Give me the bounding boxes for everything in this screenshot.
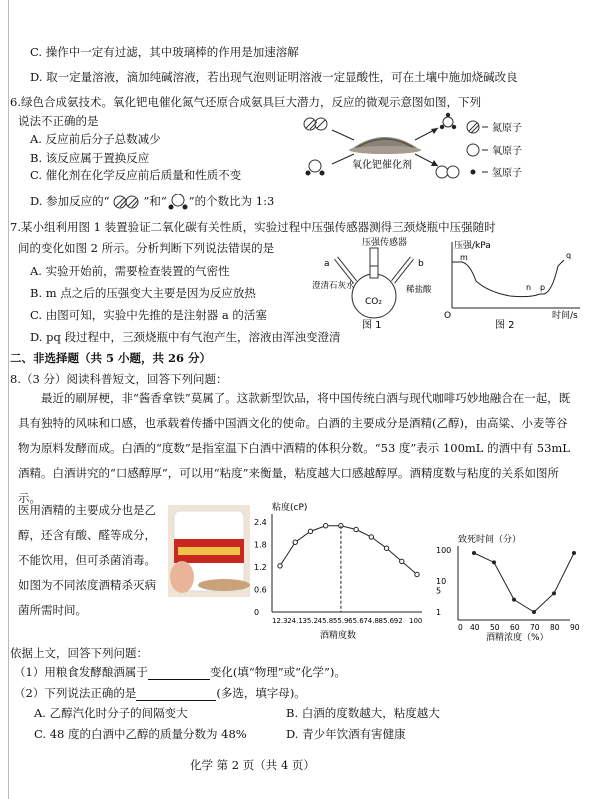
binding-margin-line <box>8 0 9 799</box>
viscosity-point <box>278 564 282 568</box>
viscosity-x-tick: 12.3 <box>272 617 288 625</box>
o2-product-icon <box>436 166 459 178</box>
q7-stem-line1: 7.某小组利用图 1 装置验证二氧化碳有关性质，实验过程中压强传感器测得三颈烧瓶中压强随时 <box>10 220 496 234</box>
q8-side-text: 医用酒精的主要成分也是乙醇，还含有酸、醛等成分，不能饮用，但可杀菌消毒。如图为不同浓度酒精杀灭病菌所需时间。 <box>18 503 156 617</box>
y-axis-label: 压强/kPa <box>454 241 491 251</box>
sauce-latte-photo <box>168 505 250 597</box>
q6-option-b: B. 该反应属于置换反应 <box>30 151 150 165</box>
viscosity-y-tick: 2.4 <box>254 518 267 527</box>
q7-figure1-apparatus <box>310 236 438 331</box>
figure1-caption: 图 1 <box>362 320 382 331</box>
svg-text:氧原子: 氧原子 <box>492 146 522 157</box>
acid-label: 稀盐酸 <box>406 285 432 295</box>
sensor-label: 压强传感器 <box>362 238 408 248</box>
q7-option-d: D. pq 段过程中，三颈烧瓶中有气泡产生，溶液由浑浊变澄清 <box>30 330 341 344</box>
kill-x-label: 酒精浓度（%） <box>486 633 549 642</box>
kill-y-tick: 1 <box>436 608 442 617</box>
nh3-product-icon <box>440 113 456 129</box>
viscosity-point <box>354 527 358 531</box>
co2-label: CO₂ <box>365 297 382 307</box>
x-axis-label: 时间/s <box>552 311 578 321</box>
viscosity-y-label: 粘度(cP) <box>272 503 308 513</box>
viscosity-y-tick: 1.2 <box>254 563 267 572</box>
point-n-label: n <box>526 283 532 292</box>
legend-nitrogen <box>467 121 522 134</box>
viscosity-x-tick: 100 <box>409 617 423 625</box>
viscosity-point <box>415 572 419 576</box>
q8-sub1: （1）用粮食发酵酿酒属于 变化(填“物理”或“化学”)。 <box>14 665 346 679</box>
q6-option-c: C. 催化剂在化学反应前后质量和性质不变 <box>30 168 242 182</box>
kill-point <box>572 551 576 555</box>
legend-oxygen <box>467 144 522 157</box>
q6-option-a: A. 反应前后分子总数减少 <box>30 132 161 146</box>
q8-question-lead: 依据上文，回答下列问题： <box>10 646 148 660</box>
kill-series-line <box>474 553 574 612</box>
viscosity-x-tick: 65.6 <box>348 617 364 625</box>
kill-y-tick: 10 <box>436 577 447 586</box>
origin-label: O <box>444 311 452 321</box>
kill-point <box>552 591 556 595</box>
kill-point <box>512 598 516 602</box>
viscosity-x-tick: 74.8 <box>363 617 379 625</box>
viscosity-x-tick: 85.6 <box>378 617 395 625</box>
pressure-sensor-icon <box>370 248 378 268</box>
q8-stem: 8.（3 分）阅读科普短文，回答下列问题： <box>10 372 228 386</box>
kill-y-label: 致死时间（分） <box>458 535 522 545</box>
nitrogen-molecule-icon <box>110 195 144 209</box>
viscosity-x-tick: 35.2 <box>302 617 319 625</box>
q5-option-c: C. 操作中一定有过滤，其中玻璃棒的作用是加速溶解 <box>30 45 299 59</box>
kill-y-tick: 100 <box>436 546 452 555</box>
q7-stem-line2: 间的变化如图 2 所示。分析判断下列说法错误的是 <box>18 241 275 255</box>
svg-text:氮原子: 氮原子 <box>492 123 522 134</box>
point-p-label: p <box>540 283 546 292</box>
viscosity-x-tick: 24.1 <box>287 617 303 625</box>
kill-y-tick: 5 <box>436 586 442 596</box>
q8-option-a: A. 乙醇汽化时分子的间隔变大 <box>34 706 188 720</box>
kill-point <box>492 560 496 564</box>
q7-option-c: C. 由图可知，实验中先推的是注射器 a 的活塞 <box>30 308 267 322</box>
syringe-a-label: a <box>324 259 330 269</box>
viscosity-point <box>293 540 297 544</box>
kill-x-tick: 90 <box>570 623 580 632</box>
kill-point <box>472 551 476 555</box>
q8-option-b: B. 白酒的度数越大，粘度越大 <box>286 706 440 720</box>
h2o-reactant-icon <box>306 160 325 176</box>
viscosity-chart <box>252 500 432 640</box>
catalyst-heap-icon <box>349 137 421 154</box>
q5-option-d: D. 取一定量溶液，滴加纯碱溶液，若出现气泡则证明溶液一定显酸性，可在土壤中施加烧碱改良 <box>30 70 518 84</box>
catalyst-label: 氧化钯催化剂 <box>352 160 412 171</box>
viscosity-point <box>400 559 404 563</box>
viscosity-y-tick: 0 <box>254 608 260 617</box>
q8-article-paragraph: 最近的刷屏梗，非“酱香拿铁”莫属了。这款新型饮品，将中国传统白酒与现代咖啡巧妙地融合在一起，既具有独特的风味和口感，也承载着传播中国酒文化的使命。白酒的主要成分是酒精(乙醇)，由高粱、小麦等谷物为原料发酵而成。白酒的“度数”是指室温下白酒中酒精的体积分数。“53 度”表示 100mL 的酒中有 53mL 酒精。白酒讲究的“口感醇厚”，可以用“粘度”来衡量，粘度越大口感越醇厚。酒精度数与粘度的关系如图所示。 <box>18 391 571 505</box>
kill-x-tick: 60 <box>510 623 520 632</box>
pressure-curve <box>452 260 564 297</box>
svg-text:氢原子: 氢原子 <box>492 168 522 179</box>
q6-reaction-diagram <box>290 110 590 195</box>
viscosity-series-line <box>280 526 417 575</box>
section-2-heading: 二、非选择题（共 5 小题，共 26 分） <box>10 351 212 365</box>
viscosity-x-label: 酒精度数 <box>320 631 357 640</box>
page-footer: 化学 第 2 页（共 4 页） <box>190 758 315 772</box>
kill-time-chart <box>430 532 580 642</box>
viscosity-x-tick: 45.8 <box>317 617 334 625</box>
kill-x-tick: 0 <box>458 623 463 632</box>
viscosity-x-tick: 55.9 <box>332 617 349 625</box>
point-q-label: q <box>566 251 572 260</box>
q8-option-d: D. 青少年饮酒有害健康 <box>286 727 406 741</box>
viscosity-x-tick: 92 <box>393 617 403 625</box>
answer-blank-2[interactable] <box>136 688 216 701</box>
kill-x-tick: 70 <box>530 623 540 632</box>
kill-x-tick: 50 <box>490 623 500 632</box>
figure2-caption: 图 2 <box>495 320 515 331</box>
q8-sub2: （2）下列说法正确的是 (多选，填字母)。 <box>14 686 306 700</box>
kill-point <box>532 610 536 614</box>
viscosity-y-tick: 1.8 <box>254 540 267 550</box>
viscosity-point <box>308 529 312 533</box>
three-neck-flask-icon <box>352 274 396 318</box>
legend-hydrogen <box>471 166 523 179</box>
viscosity-y-tick: 0.6 <box>254 585 267 595</box>
n2-reactant-icon <box>304 118 327 130</box>
q7-option-b: B. m 点之后的压强变大主要是因为反应放热 <box>30 286 256 300</box>
q6-option-d: D. 参加反应的“ ”和“ ”的个数比为 1:3 <box>30 194 275 208</box>
point-m-label: m <box>460 253 468 262</box>
viscosity-point <box>369 535 373 539</box>
q6-stem-line1: 6.绿色合成氨技术。氧化钯电催化氮气还原合成氨具巨大潜力，反应的微观示意图如图，下列 <box>10 95 481 109</box>
kill-x-tick: 80 <box>550 623 560 632</box>
q6-stem-line2: 说法不正确的是 <box>18 114 99 128</box>
answer-blank-1[interactable] <box>148 667 210 680</box>
water-molecule-icon <box>167 194 189 210</box>
q7-figure2-pressure-chart <box>440 236 585 331</box>
limewater-label: 澄清石灰水 <box>312 281 355 291</box>
viscosity-point <box>323 524 327 528</box>
kill-x-tick: 40 <box>470 623 480 632</box>
syringe-b-label: b <box>418 259 424 269</box>
q8-option-c: C. 48 度的白酒中乙醇的质量分数为 48% <box>34 727 247 741</box>
viscosity-point <box>384 546 388 550</box>
q7-option-a: A. 实验开始前，需要检查装置的气密性 <box>30 264 230 278</box>
